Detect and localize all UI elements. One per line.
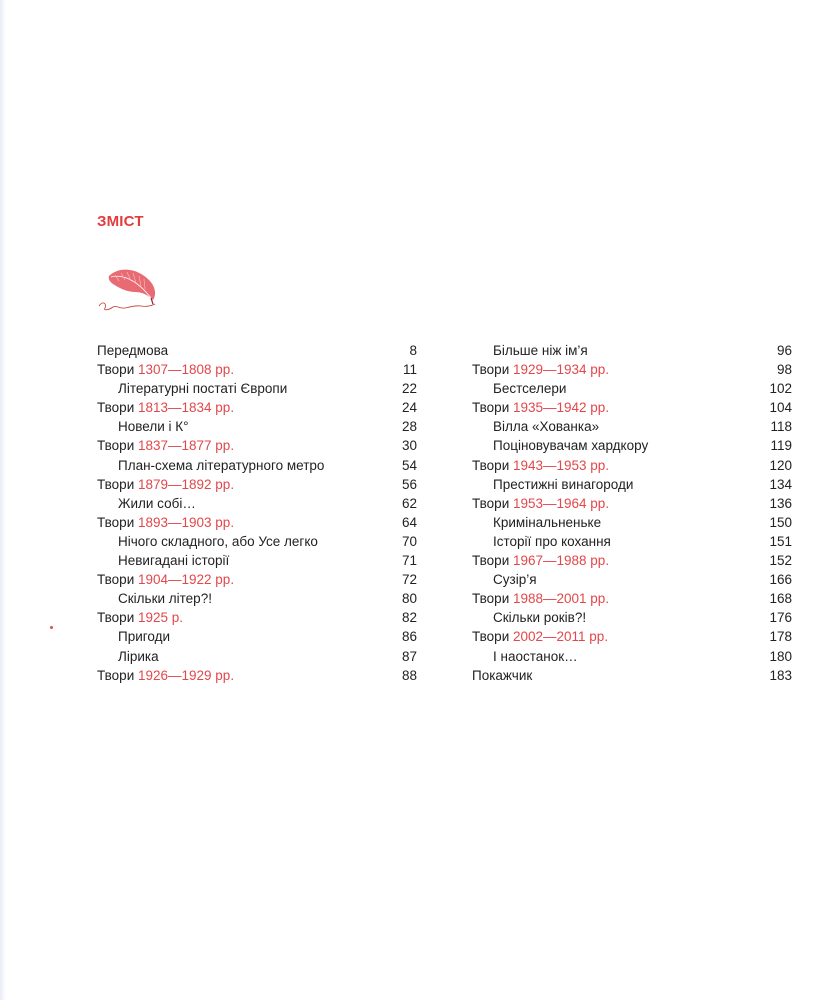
toc-entry-title <box>472 608 586 627</box>
toc-page-number: 56 <box>401 476 417 492</box>
toc-entry-label: Невигадані історії <box>118 553 230 569</box>
toc-entry <box>472 456 792 475</box>
toc-entry-years: 1893—1903 рр. <box>137 514 235 530</box>
toc-entry-label: Твори <box>97 438 138 454</box>
toc-entry-label: Твори <box>97 476 138 492</box>
toc-entry <box>97 608 417 627</box>
toc-entry-title <box>472 666 532 685</box>
toc-entry-title <box>472 379 566 398</box>
toc-page-number: 120 <box>769 457 792 473</box>
toc-entry-label: Сузір’я <box>493 572 537 588</box>
toc-entry-label: Вілла «Хованка» <box>493 419 600 435</box>
toc-entry-years: 2002—2011 рр. <box>512 629 609 645</box>
toc-entry-label: Твори <box>472 457 513 473</box>
toc-entry-years: 1988—2001 рр. <box>512 591 610 607</box>
toc-page-number: 64 <box>401 514 417 530</box>
toc-subentry <box>97 589 417 608</box>
toc-page-number: 86 <box>401 629 417 645</box>
toc-entry-title <box>472 570 537 589</box>
toc-entry-title <box>97 532 318 551</box>
toc-entry-label: Жили собі… <box>118 495 196 511</box>
toc-entry-title <box>472 513 601 532</box>
toc-page-number: 98 <box>776 362 792 378</box>
toc-subentry <box>472 475 792 494</box>
toc-entry <box>97 436 417 455</box>
toc-entry <box>472 627 792 646</box>
toc-entry <box>472 360 792 379</box>
toc-entry-title <box>472 532 611 551</box>
toc-subentry <box>472 379 792 398</box>
toc-entry-title <box>472 494 609 513</box>
toc-entry-label: Передмова <box>97 343 169 358</box>
toc-page-number: 62 <box>401 495 417 511</box>
toc-entry-years: 1307—1808 рр. <box>137 362 235 378</box>
toc-entry-title <box>472 398 609 417</box>
toc-page-number: 176 <box>769 610 792 626</box>
toc-entry-years: 1925 р. <box>137 610 184 626</box>
page-title: ЗМІСТ <box>97 213 144 230</box>
toc-page-number: 168 <box>769 591 792 607</box>
toc-subentry <box>97 532 417 551</box>
toc-subentry <box>472 436 792 455</box>
toc-column-left <box>97 341 417 685</box>
toc-page-number: 88 <box>401 667 417 683</box>
toc-entry-label: Поціновувачам хардкору <box>493 438 649 454</box>
toc-page-number: 71 <box>401 553 417 569</box>
toc-entry-label: Престижні винагороди <box>493 476 634 492</box>
toc-entry-label: Твори <box>97 362 138 378</box>
toc-entry-title <box>97 494 196 513</box>
toc-entry-title <box>97 341 168 360</box>
toc-entry <box>97 666 417 685</box>
toc-entry-title <box>97 417 189 436</box>
toc-entry <box>97 475 417 494</box>
toc-entry-title <box>472 456 609 475</box>
toc-entry-label: Твори <box>97 572 138 588</box>
toc-entry-title <box>472 647 578 666</box>
toc-page-number: 183 <box>769 667 792 683</box>
toc-entry-label: Нічого складного, або Усе легко <box>118 533 318 549</box>
toc-subentry <box>472 513 792 532</box>
toc-entry-years: 1879—1892 рр. <box>137 476 235 492</box>
ink-speck <box>50 626 53 629</box>
toc-page-number: 8 <box>409 343 417 358</box>
toc-entry-label: Твори <box>472 629 513 645</box>
toc-subentry <box>472 341 792 360</box>
toc-entry-label: Бестселери <box>493 381 567 397</box>
toc-entry-label: Твори <box>472 591 513 607</box>
toc-entry-years: 1904—1922 рр. <box>137 572 235 588</box>
toc-entry-years: 1837—1877 рр. <box>137 438 235 454</box>
toc-page-number: 24 <box>401 400 417 416</box>
toc-entry-years: 1929—1934 рр. <box>512 362 610 378</box>
toc-page-number: 134 <box>769 476 792 492</box>
toc-entry-title <box>97 513 234 532</box>
toc-entry <box>97 398 417 417</box>
quill-pen-icon <box>97 264 161 314</box>
toc-entry-title <box>97 551 229 570</box>
toc-entry-label: Пригоди <box>118 629 171 645</box>
toc-entry-label: Твори <box>472 362 513 378</box>
toc-page-number: 119 <box>770 438 792 454</box>
toc-entry-title <box>472 341 588 360</box>
toc-page-number: 151 <box>769 533 792 549</box>
toc-entry <box>472 589 792 608</box>
toc-page-number: 150 <box>769 514 792 530</box>
toc-entry-label: Твори <box>97 400 138 416</box>
toc-page-number: 22 <box>401 381 417 397</box>
toc-page-number: 96 <box>776 343 792 358</box>
toc-entry-label: Скільки літер?! <box>118 591 212 607</box>
toc-page-number: 80 <box>401 591 417 607</box>
toc-entry-title <box>97 360 234 379</box>
toc-entry-label: План-схема літературного метро <box>118 457 325 473</box>
toc-entry <box>472 494 792 513</box>
toc-entry-title <box>97 570 234 589</box>
toc-subentry <box>472 532 792 551</box>
toc-page-number: 87 <box>401 648 417 664</box>
toc-entry-label: Новели і К° <box>118 419 189 435</box>
toc-entry-title <box>97 647 159 666</box>
toc-subentry <box>472 647 792 666</box>
toc-entry <box>472 551 792 570</box>
toc-page-number: 118 <box>770 419 792 435</box>
toc-page-number: 152 <box>769 553 792 569</box>
toc-subentry <box>472 570 792 589</box>
toc-subentry <box>97 456 417 475</box>
toc-entry-label: Твори <box>472 400 513 416</box>
toc-page-number: 82 <box>401 610 417 626</box>
toc-entry-label: Твори <box>472 553 513 569</box>
toc-entry-title <box>472 436 648 455</box>
toc-subentry <box>97 379 417 398</box>
toc-entry-title <box>472 551 609 570</box>
toc-subentry <box>97 494 417 513</box>
toc-entry-title <box>97 456 324 475</box>
toc-entry-years: 1813—1834 рр. <box>137 400 235 416</box>
toc-entry-years: 1926—1929 рр. <box>137 667 235 683</box>
toc-page-number: 54 <box>401 457 417 473</box>
toc-subentry <box>97 647 417 666</box>
toc-entry-title <box>472 360 609 379</box>
toc-entry-title <box>97 475 234 494</box>
toc-page-number: 70 <box>401 533 417 549</box>
toc-column-right <box>472 341 792 685</box>
toc-entry-label: Скільки років?! <box>493 610 587 626</box>
toc-entry-label: Твори <box>97 610 138 626</box>
toc-entry-title <box>97 627 170 646</box>
toc-entry-title <box>472 589 609 608</box>
toc-entry <box>97 570 417 589</box>
toc-entry-label: І наостанок… <box>493 648 578 664</box>
toc-entry-label: Покажчик <box>472 667 533 683</box>
toc-subentry <box>472 417 792 436</box>
toc-subentry <box>472 608 792 627</box>
toc-entry-label: Більше ніж ім’я <box>493 343 588 358</box>
toc-entry-title <box>97 379 287 398</box>
toc-entry-title <box>97 398 234 417</box>
toc-page-number: 72 <box>401 572 417 588</box>
toc-page-number: 28 <box>401 419 417 435</box>
toc-entry <box>97 513 417 532</box>
toc-page-number: 102 <box>769 381 792 397</box>
toc-entry-label: Твори <box>97 514 138 530</box>
toc-subentry <box>97 417 417 436</box>
toc-entry-title <box>97 436 234 455</box>
toc-entry-title <box>472 475 633 494</box>
toc-entry-label: Твори <box>472 495 513 511</box>
toc-entry <box>472 666 792 685</box>
toc-entry-title <box>97 666 234 685</box>
toc-entry-label: Кримінальненьке <box>493 514 602 530</box>
toc-page-number: 104 <box>769 400 792 416</box>
toc-entry-label: Літературні постаті Європи <box>118 381 288 397</box>
toc-entry-label: Історії про кохання <box>493 533 611 549</box>
toc-entry <box>97 360 417 379</box>
page-edge-shadow <box>0 0 6 1000</box>
toc-page-number: 180 <box>769 648 792 664</box>
toc-entry-years: 1967—1988 рр. <box>512 553 610 569</box>
toc-page-number: 30 <box>401 438 417 454</box>
toc-entry-title <box>97 608 183 627</box>
toc-entry-title <box>472 627 608 646</box>
toc-entry-title <box>472 417 599 436</box>
toc-entry-label: Твори <box>97 667 138 683</box>
toc-entry-years: 1943—1953 рр. <box>512 457 610 473</box>
toc-entry <box>97 341 417 360</box>
toc-page-number: 136 <box>769 495 792 511</box>
toc-subentry <box>97 627 417 646</box>
toc-subentry <box>97 551 417 570</box>
toc-page-number: 166 <box>769 572 792 588</box>
toc-entry-years: 1953—1964 рр. <box>512 495 610 511</box>
toc-page-number: 11 <box>402 362 417 378</box>
toc-entry-years: 1935—1942 рр. <box>512 400 610 416</box>
toc-entry-label: Лірика <box>118 648 159 664</box>
toc-entry-title <box>97 589 212 608</box>
toc-page-number: 178 <box>769 629 792 645</box>
toc-entry <box>472 398 792 417</box>
